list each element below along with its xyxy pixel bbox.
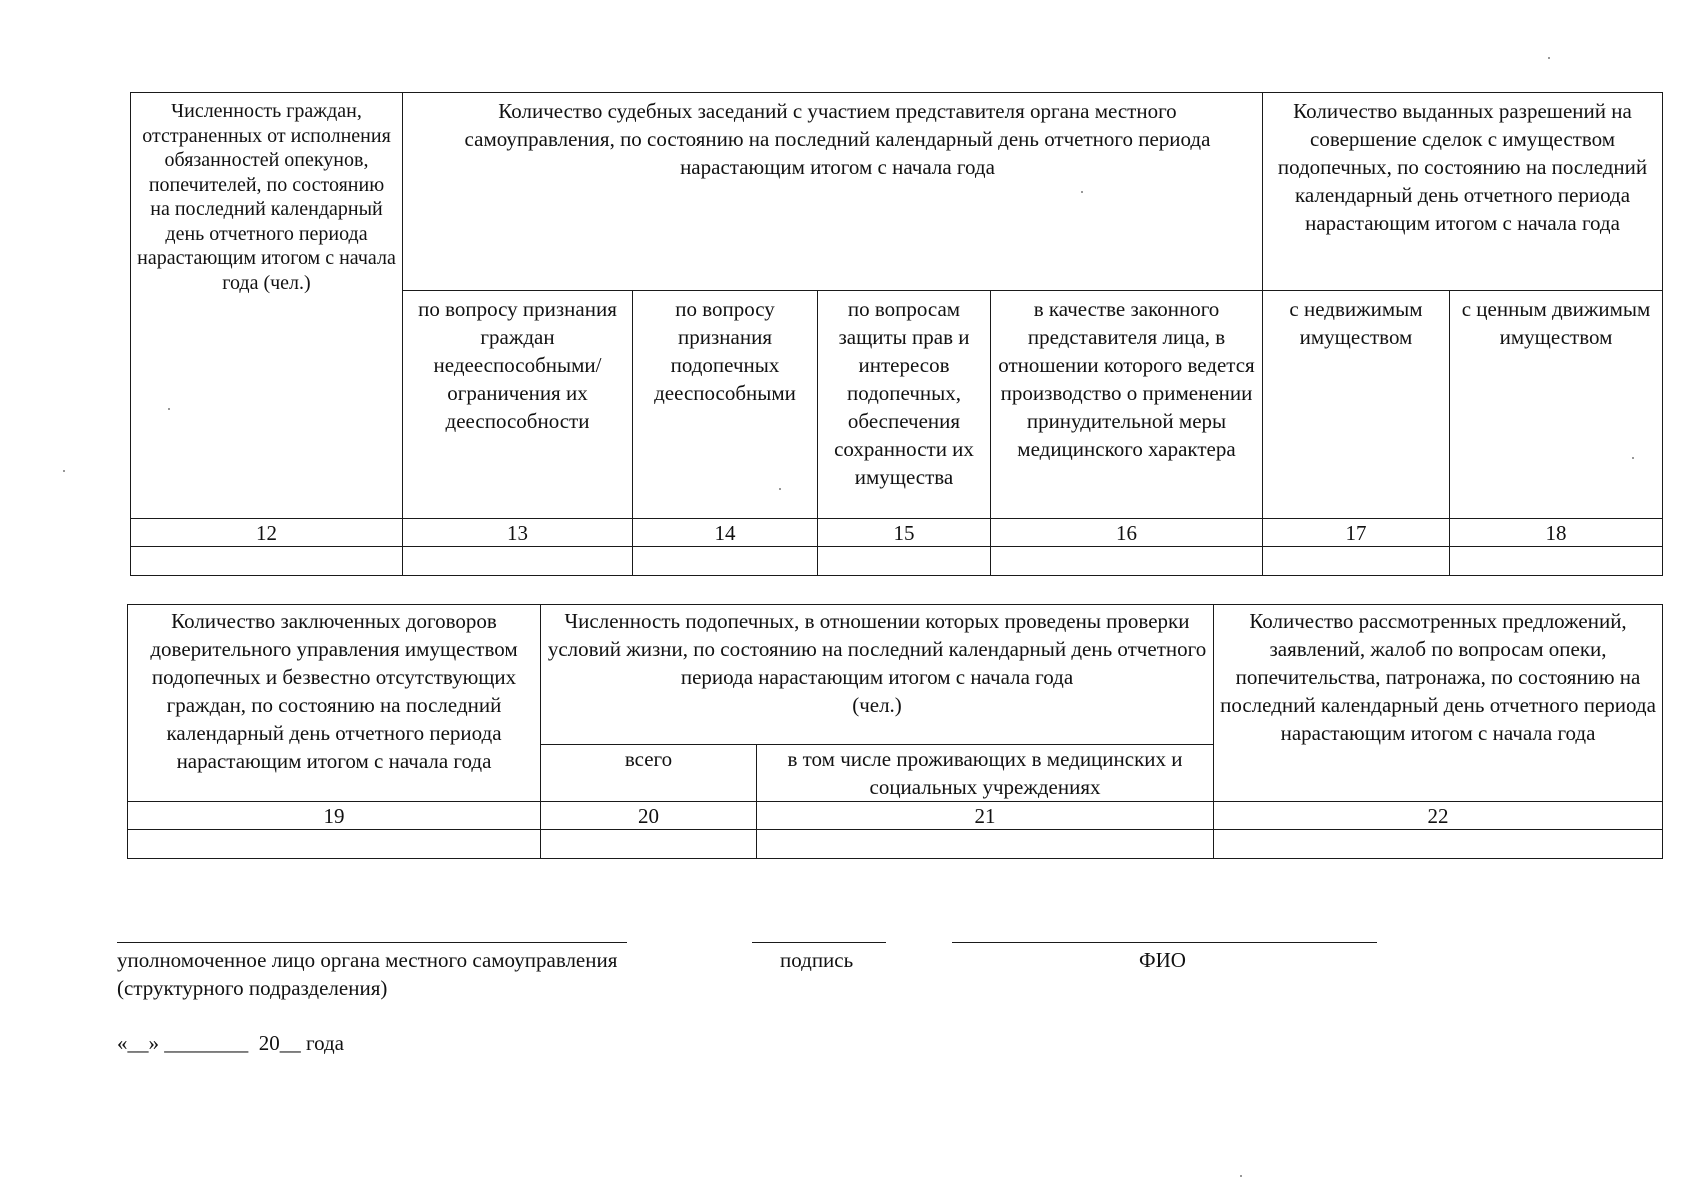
- data-cell[interactable]: [991, 547, 1263, 576]
- col-12-header: Численность граждан, отстраненных от исполнения обязанностей опекунов, попечителей, по состоянию на последний календарный день отчетного периода нарастающим итогом с начала года (чел.): [131, 93, 403, 519]
- data-cell[interactable]: [1450, 547, 1663, 576]
- date-year-prefix: 20: [258, 1031, 280, 1055]
- date-month-blank[interactable]: ________: [164, 1031, 249, 1055]
- scan-speck: [63, 470, 65, 472]
- col-13-header: по вопросу признания граждан недееспособными/ ограничения их дееспособности: [403, 291, 633, 519]
- date-line: [117, 1029, 344, 1057]
- col-17-header: с недвижимым имуществом: [1263, 291, 1450, 519]
- column-number: 16: [991, 519, 1263, 547]
- signature-line[interactable]: [752, 942, 886, 943]
- scan-speck: [1632, 457, 1634, 459]
- scan-speck: [1081, 191, 1083, 193]
- col-19-header: Количество заключенных договоров доверительного управления имуществом подопечных и безвестно отсутствующих граждан, по состоянию на последний календарный день отчетного периода нарастающим итогом с начала года: [128, 605, 541, 802]
- date-day-blank[interactable]: __: [127, 1031, 149, 1055]
- signature-label: подпись: [780, 948, 854, 972]
- data-cell[interactable]: [1263, 547, 1450, 576]
- permits-group-header: Количество выданных разрешений на совершение сделок с имуществом подопечных, по состоянию на последний календарный день отчетного периода нарастающим итогом с начала года: [1263, 93, 1663, 291]
- column-number: 21: [757, 802, 1214, 830]
- date-close-quote: »: [148, 1031, 159, 1055]
- column-numbers-row: [128, 802, 1663, 830]
- report-table-1: [130, 92, 1663, 576]
- data-row: [131, 547, 1663, 576]
- official-label: уполномоченное лицо органа местного самоуправления: [117, 948, 618, 972]
- full-name-label: ФИО: [1139, 948, 1186, 972]
- column-number: 20: [541, 802, 757, 830]
- report-table-2: [127, 604, 1663, 859]
- data-cell[interactable]: [818, 547, 991, 576]
- col-21-header: в том числе проживающих в медицинских и социальных учреждениях: [757, 745, 1214, 802]
- column-number: 14: [633, 519, 818, 547]
- col-15-header: по вопросам защиты прав и интересов подопечных, обеспечения сохранности их имущества: [818, 291, 991, 519]
- column-number: 15: [818, 519, 991, 547]
- column-number: 22: [1214, 802, 1663, 830]
- column-number: 19: [128, 802, 541, 830]
- scan-speck: [1548, 57, 1550, 59]
- data-cell[interactable]: [1214, 830, 1663, 859]
- column-number: 18: [1450, 519, 1663, 547]
- inspections-group-unit: (чел.): [852, 693, 902, 717]
- inspections-group-header: [541, 605, 1214, 745]
- data-cell[interactable]: [403, 547, 633, 576]
- full-name-line[interactable]: [952, 942, 1377, 943]
- column-number: 13: [403, 519, 633, 547]
- data-cell[interactable]: [131, 547, 403, 576]
- col-18-header: с ценным движимым имуществом: [1450, 291, 1663, 519]
- column-numbers-row: [131, 519, 1663, 547]
- scan-speck: [779, 488, 781, 490]
- date-year-blank[interactable]: __: [279, 1031, 301, 1055]
- data-cell[interactable]: [128, 830, 541, 859]
- column-number: 12: [131, 519, 403, 547]
- date-open-quote: «: [117, 1031, 128, 1055]
- court-sessions-group-header: Количество судебных заседаний с участием представителя органа местного самоуправления, по состоянию на последний календарный день отчетного периода нарастающим итогом с начала года: [403, 93, 1263, 291]
- data-row: [128, 830, 1663, 859]
- inspections-group-title: Численность подопечных, в отношении которых проведены проверки условий жизни, по состоянию на последний календарный день отчетного периода нарастающим итогом с начала года: [547, 609, 1207, 689]
- column-number: 17: [1263, 519, 1450, 547]
- official-sublabel: (структурного подразделения): [117, 976, 388, 1000]
- date-suffix: года: [306, 1031, 344, 1055]
- data-cell[interactable]: [633, 547, 818, 576]
- scan-speck: [168, 408, 170, 410]
- col-22-header: Количество рассмотренных предложений, заявлений, жалоб по вопросам опеки, попечительства, патронажа, по состоянию на последний календарный день отчетного периода нарастающим итогом с начала года: [1214, 605, 1663, 802]
- col-14-header: по вопросу признания подопечных дееспособными: [633, 291, 818, 519]
- data-cell[interactable]: [757, 830, 1214, 859]
- col-16-header: в качестве законного представителя лица, в отношении которого ведется производство о применении принудительной меры медицинского характера: [991, 291, 1263, 519]
- col-20-header: всего: [541, 745, 757, 802]
- data-cell[interactable]: [541, 830, 757, 859]
- official-signature-line[interactable]: [117, 942, 627, 943]
- scan-speck: [1240, 1175, 1242, 1177]
